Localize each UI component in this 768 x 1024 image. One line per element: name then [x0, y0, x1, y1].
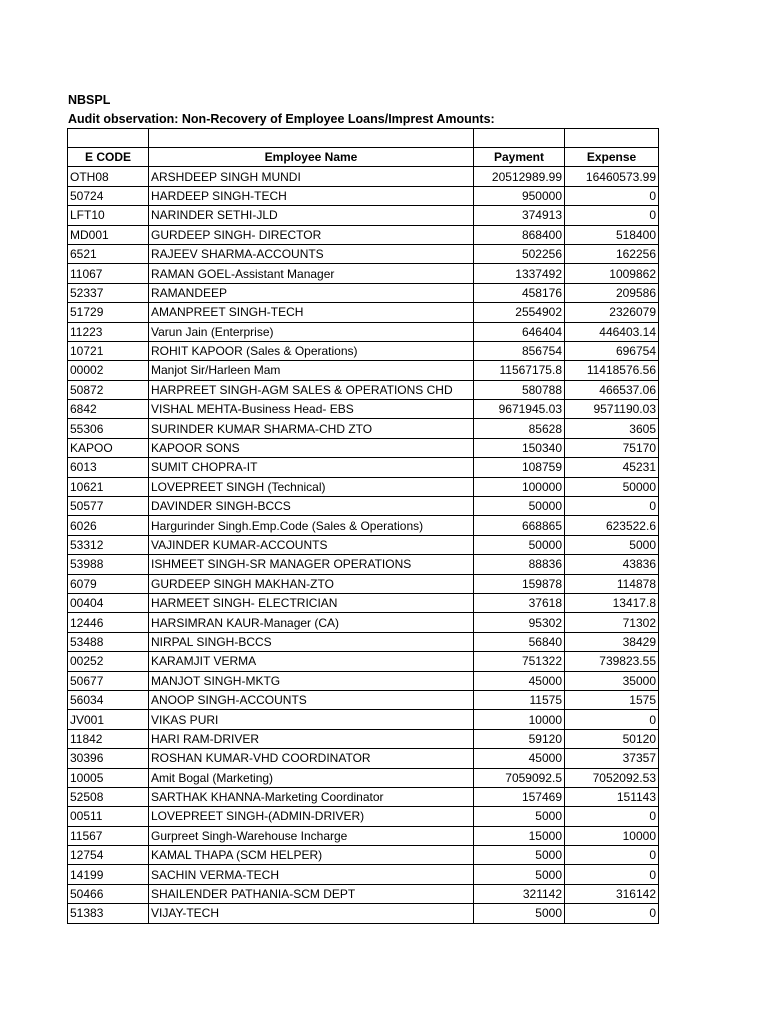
payment-cell: 502256: [474, 244, 565, 263]
employee-name-cell: VIKAS PURI: [149, 710, 474, 729]
table-row: [68, 710, 659, 729]
employee-name-cell: VAJINDER KUMAR-ACCOUNTS: [149, 535, 474, 554]
payment-cell: 751322: [474, 652, 565, 671]
payment-cell: 1337492: [474, 264, 565, 283]
payment-cell: 108759: [474, 458, 565, 477]
employee-name-cell: RAMAN GOEL-Assistant Manager: [149, 264, 474, 283]
table-row: [68, 225, 659, 244]
blank-row: [68, 129, 659, 148]
employee-name-cell: SUMIT CHOPRA-IT: [149, 458, 474, 477]
employee-name-cell: SARTHAK KHANNA-Marketing Coordinator: [149, 787, 474, 806]
expense-cell: 45231: [565, 458, 659, 477]
ecode-cell: 14199: [68, 865, 149, 884]
payment-cell: 45000: [474, 749, 565, 768]
employee-name-cell: LOVEPREET SINGH (Technical): [149, 477, 474, 496]
expense-cell: 518400: [565, 225, 659, 244]
payment-cell: 59120: [474, 729, 565, 748]
expense-cell: 1575: [565, 690, 659, 709]
expense-cell: 316142: [565, 884, 659, 903]
ecode-cell: 00404: [68, 593, 149, 612]
payment-cell: 15000: [474, 826, 565, 845]
expense-cell: 0: [565, 807, 659, 826]
employee-name-cell: NIRPAL SINGH-BCCS: [149, 632, 474, 651]
ecode-cell: 11067: [68, 264, 149, 283]
table-row: [68, 516, 659, 535]
payment-cell: 45000: [474, 671, 565, 690]
expense-cell: 114878: [565, 574, 659, 593]
table-row: [68, 244, 659, 263]
payment-cell: 11567175.8: [474, 361, 565, 380]
employee-name-cell: KARAMJIT VERMA: [149, 652, 474, 671]
col-header-ecode: E CODE: [68, 148, 149, 167]
expense-cell: 209586: [565, 283, 659, 302]
ecode-cell: 52337: [68, 283, 149, 302]
ecode-cell: 00252: [68, 652, 149, 671]
employee-name-cell: Hargurinder Singh.Emp.Code (Sales & Operations): [149, 516, 474, 535]
ecode-cell: 00511: [68, 807, 149, 826]
payment-cell: 50000: [474, 535, 565, 554]
table-row: [68, 865, 659, 884]
table-row: [68, 884, 659, 903]
employee-name-cell: VIJAY-TECH: [149, 904, 474, 923]
payment-cell: 85628: [474, 419, 565, 438]
ecode-cell: 51383: [68, 904, 149, 923]
ecode-cell: 56034: [68, 690, 149, 709]
table-row: [68, 749, 659, 768]
table-row: [68, 438, 659, 457]
employee-name-cell: HARI RAM-DRIVER: [149, 729, 474, 748]
ecode-cell: 51729: [68, 303, 149, 322]
ecode-cell: 10005: [68, 768, 149, 787]
col-header-expense: Expense: [565, 148, 659, 167]
ecode-cell: JV001: [68, 710, 149, 729]
expense-cell: 13417.8: [565, 593, 659, 612]
ecode-cell: 12754: [68, 846, 149, 865]
table-row: [68, 535, 659, 554]
expense-cell: 38429: [565, 632, 659, 651]
employee-name-cell: SHAILENDER PATHANIA-SCM DEPT: [149, 884, 474, 903]
employee-name-cell: DAVINDER SINGH-BCCS: [149, 497, 474, 516]
payment-cell: 5000: [474, 807, 565, 826]
employee-name-cell: VISHAL MEHTA-Business Head- EBS: [149, 400, 474, 419]
ecode-cell: 50872: [68, 380, 149, 399]
table-row: [68, 652, 659, 671]
ecode-cell: 6026: [68, 516, 149, 535]
ecode-cell: 50577: [68, 497, 149, 516]
expense-cell: 35000: [565, 671, 659, 690]
ecode-cell: 6013: [68, 458, 149, 477]
payment-cell: 95302: [474, 613, 565, 632]
payment-cell: 5000: [474, 904, 565, 923]
payment-cell: 37618: [474, 593, 565, 612]
table-row: [68, 613, 659, 632]
table-row: [68, 186, 659, 205]
table-row: [68, 671, 659, 690]
table-row: [68, 826, 659, 845]
table-row: [68, 555, 659, 574]
employee-name-cell: Manjot Sir/Harleen Mam: [149, 361, 474, 380]
table-row: [68, 574, 659, 593]
expense-cell: 16460573.99: [565, 167, 659, 186]
payment-cell: 2554902: [474, 303, 565, 322]
payment-cell: 10000: [474, 710, 565, 729]
ecode-cell: 50724: [68, 186, 149, 205]
employee-name-cell: LOVEPREET SINGH-(ADMIN-DRIVER): [149, 807, 474, 826]
table-row: [68, 632, 659, 651]
employee-name-cell: SURINDER KUMAR SHARMA-CHD ZTO: [149, 419, 474, 438]
expense-cell: 43836: [565, 555, 659, 574]
expense-cell: 10000: [565, 826, 659, 845]
ecode-cell: 6521: [68, 244, 149, 263]
payment-cell: 950000: [474, 186, 565, 205]
employee-name-cell: GURDEEP SINGH MAKHAN-ZTO: [149, 574, 474, 593]
expense-cell: 0: [565, 206, 659, 225]
expense-cell: 5000: [565, 535, 659, 554]
ecode-cell: 6842: [68, 400, 149, 419]
ecode-cell: 30396: [68, 749, 149, 768]
ecode-cell: 52508: [68, 787, 149, 806]
payment-cell: 50000: [474, 497, 565, 516]
employee-name-cell: MANJOT SINGH-MKTG: [149, 671, 474, 690]
employee-name-cell: SACHIN VERMA-TECH: [149, 865, 474, 884]
table-row: [68, 419, 659, 438]
table-row: [68, 729, 659, 748]
expense-cell: 50120: [565, 729, 659, 748]
ecode-cell: 53988: [68, 555, 149, 574]
expense-cell: 75170: [565, 438, 659, 457]
header-row: [68, 148, 659, 167]
ecode-cell: 11842: [68, 729, 149, 748]
employee-name-cell: HARDEEP SINGH-TECH: [149, 186, 474, 205]
expense-cell: 623522.6: [565, 516, 659, 535]
table-row: [68, 341, 659, 360]
payment-cell: 150340: [474, 438, 565, 457]
table-row: [68, 787, 659, 806]
payment-cell: 856754: [474, 341, 565, 360]
ecode-cell: 50677: [68, 671, 149, 690]
payment-cell: 580788: [474, 380, 565, 399]
employee-name-cell: RAJEEV SHARMA-ACCOUNTS: [149, 244, 474, 263]
expense-cell: 2326079: [565, 303, 659, 322]
employee-name-cell: KAPOOR SONS: [149, 438, 474, 457]
payment-cell: 159878: [474, 574, 565, 593]
ecode-cell: 50466: [68, 884, 149, 903]
table-row: [68, 283, 659, 302]
table-row: [68, 303, 659, 322]
employee-name-cell: ROHIT KAPOOR (Sales & Operations): [149, 341, 474, 360]
ecode-cell: 10621: [68, 477, 149, 496]
table-row: [68, 400, 659, 419]
expense-cell: 466537.06: [565, 380, 659, 399]
col-header-employee-name: Employee Name: [149, 148, 474, 167]
table-row: [68, 206, 659, 225]
employee-name-cell: HARPREET SINGH-AGM SALES & OPERATIONS CHD: [149, 380, 474, 399]
expense-cell: 3605: [565, 419, 659, 438]
employee-name-cell: RAMANDEEP: [149, 283, 474, 302]
table-row: [68, 497, 659, 516]
expense-cell: 37357: [565, 749, 659, 768]
payment-cell: 100000: [474, 477, 565, 496]
ecode-cell: 53312: [68, 535, 149, 554]
payment-cell: 56840: [474, 632, 565, 651]
table-row: [68, 380, 659, 399]
payment-cell: 5000: [474, 846, 565, 865]
employee-name-cell: ROSHAN KUMAR-VHD COORDINATOR: [149, 749, 474, 768]
loans-table: [67, 128, 659, 924]
expense-cell: 0: [565, 865, 659, 884]
audit-title: Audit observation: Non-Recovery of Employee Loans/Imprest Amounts:: [68, 112, 495, 126]
table-row: [68, 593, 659, 612]
table-row: [68, 322, 659, 341]
table-row: [68, 167, 659, 186]
employee-name-cell: HARSIMRAN KAUR-Manager (CA): [149, 613, 474, 632]
ecode-cell: 00002: [68, 361, 149, 380]
table-row: [68, 690, 659, 709]
employee-name-cell: ARSHDEEP SINGH MUNDI: [149, 167, 474, 186]
ecode-cell: OTH08: [68, 167, 149, 186]
table-row: [68, 846, 659, 865]
payment-cell: 7059092.5: [474, 768, 565, 787]
expense-cell: 0: [565, 904, 659, 923]
payment-cell: 374913: [474, 206, 565, 225]
ecode-cell: 12446: [68, 613, 149, 632]
col-header-payment: Payment: [474, 148, 565, 167]
ecode-cell: 6079: [68, 574, 149, 593]
expense-cell: 446403.14: [565, 322, 659, 341]
table-row: [68, 768, 659, 787]
expense-cell: 151143: [565, 787, 659, 806]
table-row: [68, 361, 659, 380]
ecode-cell: 11223: [68, 322, 149, 341]
employee-name-cell: Gurpreet Singh-Warehouse Incharge: [149, 826, 474, 845]
expense-cell: 162256: [565, 244, 659, 263]
expense-cell: 71302: [565, 613, 659, 632]
payment-cell: 5000: [474, 865, 565, 884]
payment-cell: 458176: [474, 283, 565, 302]
table-row: [68, 807, 659, 826]
expense-cell: 50000: [565, 477, 659, 496]
expense-cell: 7052092.53: [565, 768, 659, 787]
expense-cell: 696754: [565, 341, 659, 360]
employee-name-cell: GURDEEP SINGH- DIRECTOR: [149, 225, 474, 244]
employee-name-cell: AMANPREET SINGH-TECH: [149, 303, 474, 322]
table-row: [68, 904, 659, 923]
employee-name-cell: NARINDER SETHI-JLD: [149, 206, 474, 225]
payment-cell: 321142: [474, 884, 565, 903]
employee-name-cell: Varun Jain (Enterprise): [149, 322, 474, 341]
expense-cell: 0: [565, 497, 659, 516]
table-row: [68, 477, 659, 496]
payment-cell: 9671945.03: [474, 400, 565, 419]
expense-cell: 0: [565, 186, 659, 205]
payment-cell: 646404: [474, 322, 565, 341]
expense-cell: 0: [565, 710, 659, 729]
expense-cell: 11418576.56: [565, 361, 659, 380]
payment-cell: 11575: [474, 690, 565, 709]
company-name: NBSPL: [68, 93, 111, 107]
ecode-cell: MD001: [68, 225, 149, 244]
ecode-cell: 10721: [68, 341, 149, 360]
employee-name-cell: ISHMEET SINGH-SR MANAGER OPERATIONS: [149, 555, 474, 574]
ecode-cell: 11567: [68, 826, 149, 845]
payment-cell: 20512989.99: [474, 167, 565, 186]
expense-cell: 1009862: [565, 264, 659, 283]
payment-cell: 868400: [474, 225, 565, 244]
ecode-cell: KAPOO: [68, 438, 149, 457]
table-row: [68, 264, 659, 283]
employee-name-cell: ANOOP SINGH-ACCOUNTS: [149, 690, 474, 709]
ecode-cell: 55306: [68, 419, 149, 438]
table-row: [68, 458, 659, 477]
payment-cell: 157469: [474, 787, 565, 806]
payment-cell: 668865: [474, 516, 565, 535]
payment-cell: 88836: [474, 555, 565, 574]
employee-name-cell: HARMEET SINGH- ELECTRICIAN: [149, 593, 474, 612]
expense-cell: 739823.55: [565, 652, 659, 671]
ecode-cell: 53488: [68, 632, 149, 651]
ecode-cell: LFT10: [68, 206, 149, 225]
employee-name-cell: Amit Bogal (Marketing): [149, 768, 474, 787]
employee-name-cell: KAMAL THAPA (SCM HELPER): [149, 846, 474, 865]
expense-cell: 9571190.03: [565, 400, 659, 419]
expense-cell: 0: [565, 846, 659, 865]
